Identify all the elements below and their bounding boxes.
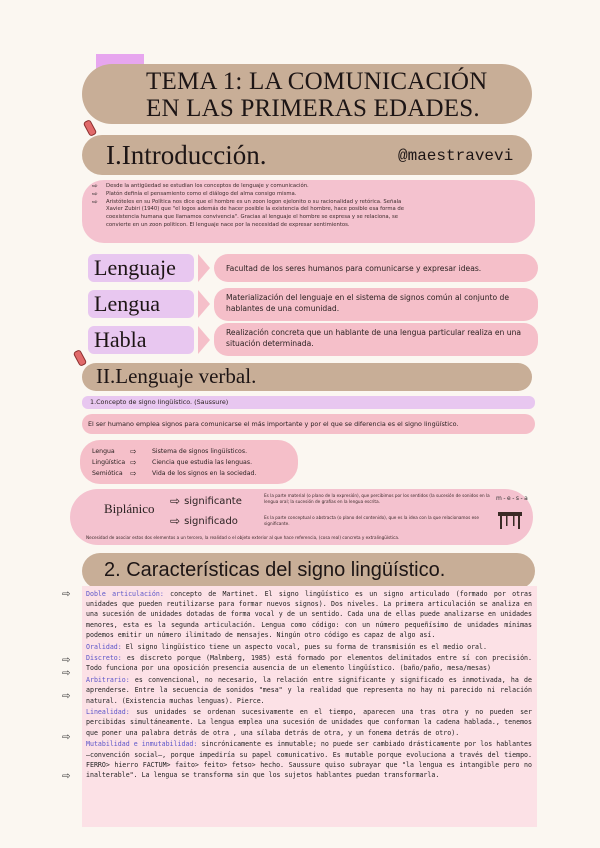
intro-line: Platón definía el pensamiento como el diálogo del alma consigo misma. [106, 190, 297, 197]
sign-statement: El ser humano emplea signos para comunicarse el más importante y por el que se diferencia es el signo lingüístico. [82, 414, 535, 434]
term-lenguaje-definition: Facultad de los seres humanos para comunicarse y expresar ideas. [214, 254, 538, 282]
disciplines-list [92, 446, 256, 479]
characteristic-keyword: Oralidad: [86, 642, 122, 651]
arrow-shape [198, 290, 210, 318]
arrow-right-icon: ⇨ [62, 589, 71, 600]
intro-line: Desde la antigüedad se estudian los conceptos de lenguaje y comunicación. [106, 183, 309, 189]
characteristic-text: es discreto porque (Malmberg, 1985) está formado por elementos delimitados entre sí con precisión. Todo funciona por una oposición presencia ausencia de un elemento lingüístico. (baño/paño, mesa/mesas) [86, 654, 532, 673]
arrow-right-icon: ⇨ [130, 447, 137, 456]
characteristic-text: sincrónicamente es inmutable; no puede ser cambiado drásticamente por los hablantes –convención social–, porque impediría su papel comunicativo. Es mutable porque evoluciona a través del tiempo. FERRO> hierro FACTUM> faito> feito> fetso> hecho. Saussure quiso subrayar que "la lengua es intangible pero no inalterable". La lengua se transforma sin que los sujetos hablantes puedan transformarla. [86, 740, 532, 779]
list-item [92, 457, 256, 468]
characteristic-keyword: Discreto: [86, 654, 122, 663]
term-habla-definition: Realización concreta que un hablante de una lengua particular realiza en una situación determinada. [214, 323, 538, 356]
discipline-desc: Vida de los signos en la sociedad. [152, 470, 257, 477]
arrow-shape [198, 254, 210, 282]
mesa-word: m-e-s-a [496, 495, 530, 502]
arrow-right-icon: ⇨ [130, 458, 137, 467]
characteristic-text: El signo lingüístico tiene un aspecto vocal, pues su forma de transmisión es el medio oral. [121, 642, 487, 651]
characteristic-keyword: Arbitrario: [86, 676, 130, 685]
arrow-right-icon: ⇨ [130, 469, 137, 478]
arrow-right-icon: ⇨ [92, 197, 98, 206]
significado-row [170, 514, 238, 528]
arrow-right-icon: ⇨ [62, 655, 71, 666]
characteristic-keyword: Doble articulación: [86, 590, 164, 598]
characteristics-text [86, 589, 532, 782]
arrow-right-icon: ⇨ [62, 732, 71, 743]
characteristic-keyword: Linealidad: [86, 708, 130, 717]
biplanico-footer: Necesidad de asociar estos dos elementos a un tercero, la realidad o el objeto exterior al que hace referencia, (cosa real) concreta y extralingüística. [86, 535, 400, 540]
section-2-title: II.Lenguaje verbal. [96, 364, 257, 388]
term-lenguaje: Lenguaje [88, 254, 194, 282]
arrow-right-icon: ⇨ [92, 182, 98, 190]
significado-label: significado [184, 515, 238, 527]
pushpin-icon [73, 349, 88, 367]
pushpin-icon [83, 119, 98, 137]
list-item [92, 446, 256, 457]
arrow-right-icon: ⇨ [92, 189, 98, 198]
intro-line: Aristóteles en su Política nos dice que el hombre es un zoon logon ejelonito o su racionalidad y retórica. Señala [106, 198, 402, 205]
characteristic-text: es convencional, no necesario, la relación entre significante y significado es inmotivada, ha de aprenderse. Entre la secuencia de sonidos "mesa" y la realidad que representa no hay ni parecido ni relación natural. (Existencia muchas lenguas). Pierce. [86, 676, 532, 705]
title-line-1: TEMA 1: LA COMUNICACIÓN [146, 68, 488, 95]
arrow-shape [198, 326, 210, 354]
term-habla: Habla [88, 326, 194, 354]
characteristic-item [86, 589, 532, 640]
section-1-title: I.Introducción. [106, 140, 267, 170]
page-title [146, 68, 526, 122]
characteristic-item [86, 707, 532, 738]
characteristic-item [86, 739, 532, 780]
discipline-term: Lengua [92, 448, 115, 455]
concept-bar: 1.Concepto de signo lingüístico. (Saussure) [82, 396, 535, 409]
author-handle: @maestravevi [398, 147, 514, 165]
intro-line: convierte en un zoon politicon. El lenguaje nace por la necesidad de expresar sentimientos. [106, 221, 350, 228]
term-lengua-definition: Materialización del lenguaje en el sistema de signos común al conjunto de hablantes de una comunidad. [214, 288, 538, 321]
discipline-desc: Sistema de signos lingüísticos. [152, 448, 248, 455]
intro-line: Xavier Zubiri (1940) que "el logos además de hacer posible la existencia del hombre, hace posible esa forma de [106, 206, 405, 213]
list-item [92, 468, 256, 479]
title-line-2: EN LAS PRIMERAS EDADES. [146, 95, 480, 122]
characteristic-item [86, 642, 532, 652]
discipline-term: Lingüística [92, 459, 126, 466]
arrow-right-icon: ⇨ [62, 668, 71, 679]
significante-label: significante [184, 495, 242, 507]
arrow-right-icon: ⇨ [62, 771, 71, 782]
characteristic-text: sus unidades se ordenan sucesivamente en el tiempo, aparecen una tras otra y no pueden ser percibidas simultáneamente. La lengua emplea una sucesión de unidades que conforman la cadena hablada., tenemos que poner una palabra detrás de otra , una sílaba detrás de otra, y un fonema detrás de otro). [86, 708, 532, 737]
characteristic-item [86, 675, 532, 706]
intro-text [92, 183, 532, 230]
arrow-right-icon: ⇨ [170, 514, 181, 528]
characteristic-text: concepto de Martinet. El signo lingüístico es un signo articulado (formado por otras unidades que pueden reutilizarse para formar nuevos signos). Dos niveles. La primera articulación se analiza en una sucesión de unidades dotadas de forma vocal y de un sentido. Cada una de ellas puede analizarse en unidades menores, esta es la segunda articulación. Lengua como código: con un número pequeñísimo de unidades mínimas podemos emitir un número ilimitado de mensajes. Ningún otro código es capaz de algo así. [86, 590, 532, 639]
significante-description: Es la parte material (o plano de la expresión), que percibimos por los sentidos (la sucesión de sonidos en la lengua oral; la sucesión de grafías en la lengua escrita. [264, 493, 490, 504]
characteristic-keyword: Mutabilidad e inmutabilidad: [86, 740, 198, 749]
intro-line: coexistencia humana que llamamos convivencia". Gracias al lenguaje el hombre se expresa y se relaciona, se [106, 214, 399, 221]
discipline-term: Semiótica [92, 470, 123, 477]
term-lengua: Lengua [88, 290, 194, 318]
table-icon [497, 510, 523, 530]
arrow-right-icon: ⇨ [170, 494, 181, 508]
characteristic-item [86, 653, 532, 673]
arrow-right-icon: ⇨ [62, 691, 71, 702]
significado-description: Es la parte conceptual o abstracta (o plano del contenido), que es la idea con la que relacionamos ese significante. [264, 515, 479, 526]
section-3-title: 2. Características del signo lingüístico. [104, 559, 446, 581]
significante-row [170, 494, 242, 508]
discipline-desc: Ciencia que estudia las lenguas. [152, 459, 253, 466]
biplanico-label: Biplánico [104, 501, 155, 516]
